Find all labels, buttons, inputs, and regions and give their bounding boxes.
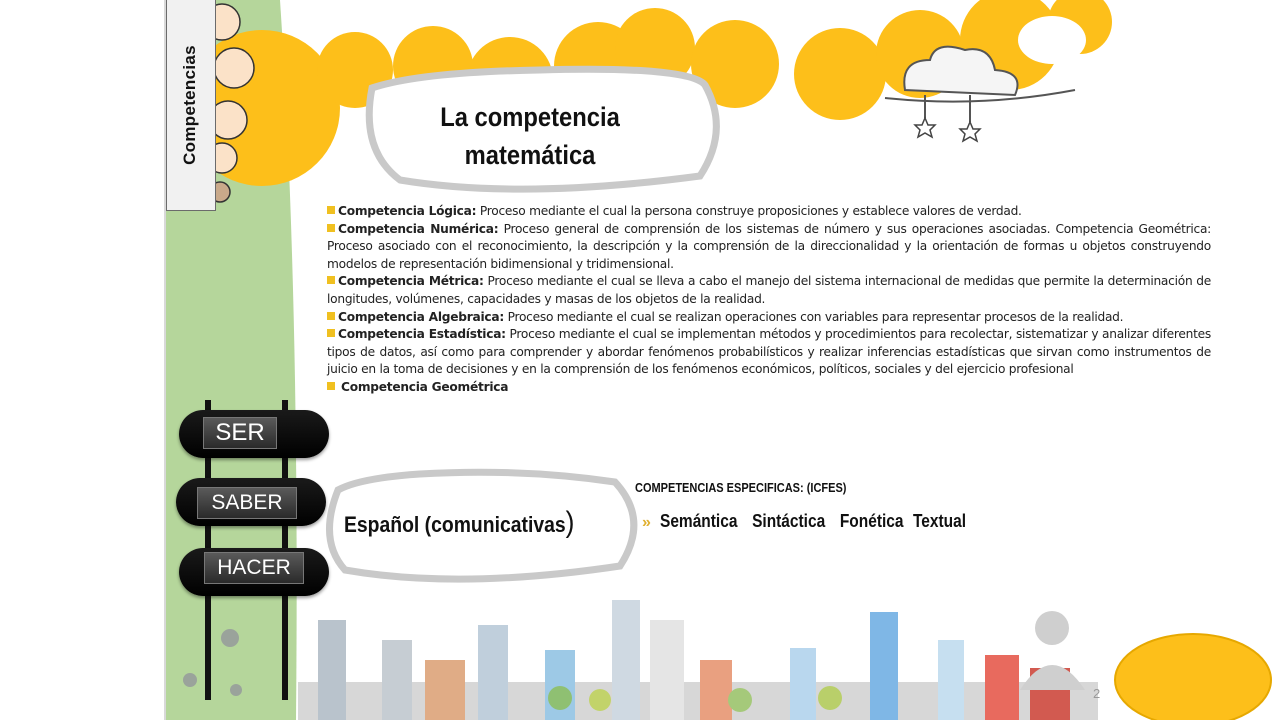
list-item: [327, 203, 1211, 221]
competencias-list: [327, 203, 1211, 397]
item-semantica: Semántica: [660, 511, 738, 531]
sign-saber-label: SABER: [197, 487, 297, 519]
list-item: [327, 379, 1211, 397]
bullet-icon: [327, 206, 335, 214]
item-text: Proceso general de comprensión de los sistemas de número y sus operaciones asociadas. Competencia Geométrica: Proceso asociado con el reconocimiento, la descripción y la comprensión de la direccionalidad y la orientación de formas u objetos construyendo modelos de representación bidimensional y tridimensional.: [327, 221, 1212, 271]
page-number: 2: [1093, 686, 1101, 701]
item-term: Competencia Algebraica:: [338, 309, 504, 324]
competencias-tab-label: [166, 0, 214, 210]
item-text: Proceso mediante el cual la persona construye proposiciones y establece valores de verdad.: [479, 204, 1022, 218]
item-sintactica: Sintáctica: [752, 511, 826, 531]
especificas-items: [660, 511, 976, 532]
espanol-title-text: Español (comunicativas: [344, 512, 566, 537]
item-text: Proceso mediante el cual se realizan operaciones con variables para representar procesos de la realidad.: [507, 309, 1124, 324]
item-term: Competencia Métrica:: [338, 274, 484, 289]
tab-label-text: Competencias: [180, 45, 199, 165]
bullet-icon: [327, 329, 335, 337]
item-text: Proceso mediante el cual se lleva a cabo el manejo del sistema internacional de medidas que permite la determinación de longitudes, volúmenes, capacidades y masas de los objetos de la realidad.: [327, 274, 1212, 306]
especificas-subtitle: COMPETENCIAS ESPECIFICAS: (ICFES): [635, 481, 847, 495]
page-title: La competencia matemática: [440, 102, 620, 170]
item-term: Competencia Geométrica: [341, 379, 509, 394]
espanol-title: [344, 506, 574, 540]
item-term: Competencia Lógica:: [338, 204, 477, 218]
bullet-icon: [327, 276, 335, 284]
chevron-right-icon: »: [642, 514, 651, 531]
item-term: Competencia Numérica:: [338, 221, 499, 236]
list-item: [327, 326, 1211, 379]
sign-hacer-label: HACER: [204, 552, 304, 584]
list-item: [327, 309, 1211, 327]
item-term: Competencia Estadística:: [338, 327, 506, 342]
espanol-title-paren: ): [565, 506, 575, 539]
bullet-icon: [327, 382, 335, 390]
list-item: [327, 221, 1211, 274]
item-fonetica: Fonética: [839, 511, 904, 531]
list-item: [327, 273, 1211, 308]
item-text: Proceso mediante el cual se implementan métodos y procedimientos para recolectar, sistematizar y analizar diferentes tipos de datos, así como para comprender y abordar fenómenos probabilísticos y realizar inferencias estadísticas que sirvan como instrumentos de juicio en la toma de decisiones y en la comprensión de los fenómenos económicos, políticos, sociales y del ejercicio profesional: [327, 327, 1211, 377]
item-textual: Textual: [912, 511, 967, 531]
bullet-icon: [327, 312, 335, 320]
bullet-icon: [327, 224, 335, 232]
sign-ser-label: SER: [203, 417, 277, 449]
